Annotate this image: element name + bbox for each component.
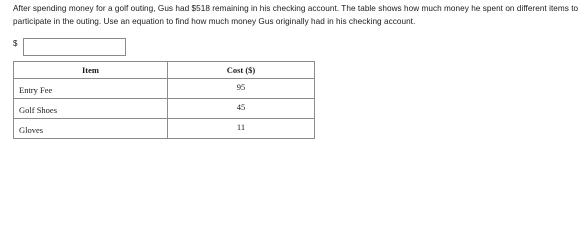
row-item-gloves: Gloves (14, 119, 168, 139)
row-item-entry-fee: Entry Fee (14, 79, 168, 99)
row-cost-entry-fee: 95 (168, 79, 315, 99)
cost-table (13, 61, 315, 139)
row-item-golf-shoes: Golf Shoes (14, 99, 168, 119)
answer-input[interactable] (23, 38, 126, 56)
table-row (14, 99, 315, 119)
row-cost-golf-shoes: 45 (168, 99, 315, 119)
question-text: After spending money for a golf outing, Gus had $518 remaining in his checking account. The table shows how much money he spent on different items to participate in the outing. Use an equation to find how much money Gus originally had in his checking account. (13, 4, 579, 26)
row-cost-gloves: 11 (168, 119, 315, 139)
answer-row (13, 38, 126, 58)
currency-symbol: $ (13, 39, 18, 48)
header-cost: Cost ($) (168, 62, 315, 79)
table-row (14, 79, 315, 99)
table-header-row (14, 62, 315, 79)
header-item: Item (14, 62, 168, 79)
table-row (14, 119, 315, 139)
